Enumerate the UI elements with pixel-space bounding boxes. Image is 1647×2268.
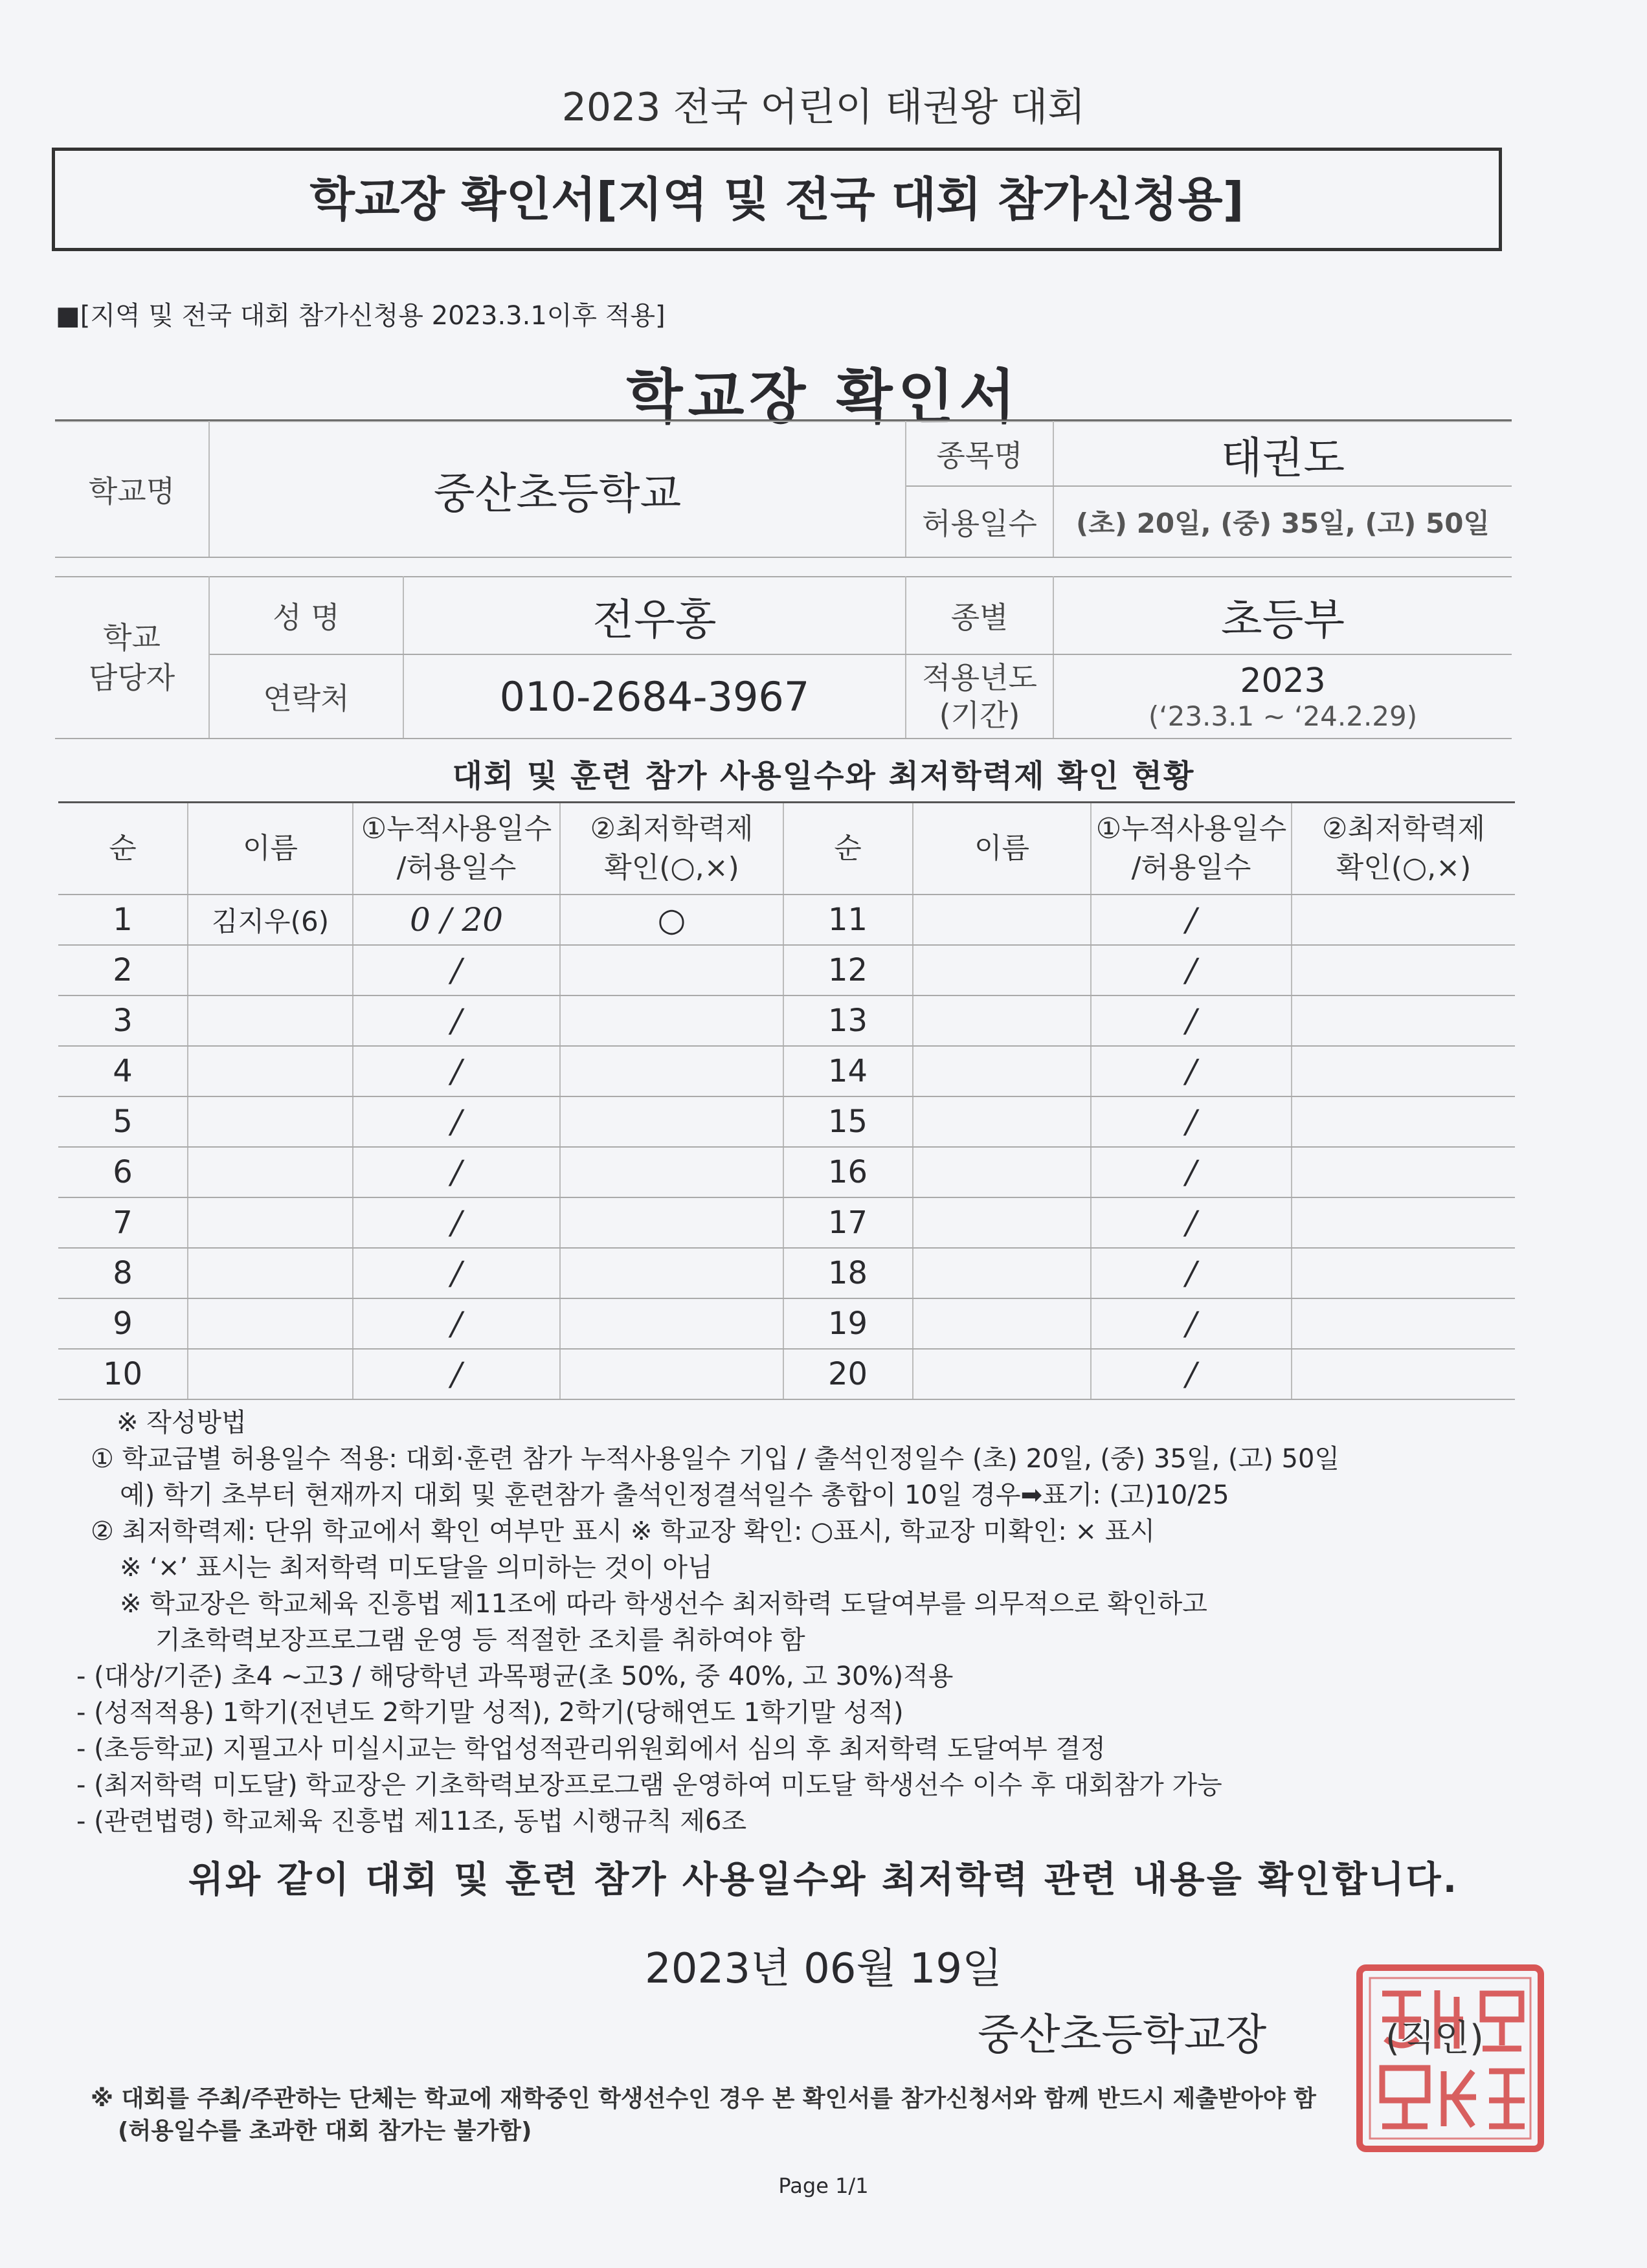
min-grade-check xyxy=(1292,1197,1515,1248)
row-number: 18 xyxy=(783,1248,913,1298)
table-row xyxy=(783,1096,1515,1147)
cumulative-days: / xyxy=(353,1298,560,1349)
min-grade-check xyxy=(1292,1096,1515,1147)
table-row xyxy=(783,995,1515,1046)
row-number: 11 xyxy=(783,895,913,945)
allowed-days-label: 허용일수 xyxy=(906,486,1053,557)
table-row xyxy=(783,1248,1515,1298)
division-label: 종별 xyxy=(906,577,1053,654)
cumulative-days: / xyxy=(1091,1197,1292,1248)
table-row xyxy=(58,995,783,1046)
row-number: 10 xyxy=(58,1349,188,1399)
min-grade-check xyxy=(560,1248,783,1298)
footer-line-1: ※ 대회를 주최/주관하는 단체는 학교에 재학중인 학생선수인 경우 본 확인서를 참가신청서와 함께 반드시 제출받아야 함 xyxy=(91,2085,1316,2112)
student-name xyxy=(913,1046,1091,1096)
student-name xyxy=(188,1298,353,1349)
min-grade-check xyxy=(560,1046,783,1096)
student-name xyxy=(188,1046,353,1096)
period-cell xyxy=(1053,654,1512,739)
col-days-header: ①누적사용일수 /허용일수 xyxy=(353,803,560,895)
table-row xyxy=(783,1147,1515,1197)
row-number: 12 xyxy=(783,945,913,995)
min-grade-check xyxy=(560,1349,783,1399)
name-label: 성 명 xyxy=(209,577,403,654)
banner-title: 학교장 확인서[지역 및 전국 대회 참가신청용] xyxy=(309,172,1244,227)
cumulative-days: / xyxy=(353,1248,560,1298)
signature-date: 2023년 06월 19일 xyxy=(645,1945,1002,1993)
min-grade-check xyxy=(560,945,783,995)
instruction-2: ② 최저학력제: 단위 학교에서 확인 여부만 표시 ※ 학교장 확인: ○표시, 학교장 미확인: × 표시 xyxy=(91,1517,1156,1546)
row-number: 17 xyxy=(783,1197,913,1248)
student-name xyxy=(188,945,353,995)
student-name xyxy=(188,1096,353,1147)
min-grade-check xyxy=(560,1096,783,1147)
table-row xyxy=(783,1197,1515,1248)
table-row xyxy=(783,1298,1515,1349)
row-number: 3 xyxy=(58,995,188,1046)
page-number: Page 1/1 xyxy=(778,2174,869,2198)
student-name xyxy=(913,1197,1091,1248)
student-name xyxy=(913,1298,1091,1349)
student-name: 김지우(6) xyxy=(188,895,353,945)
period-year: 2023 xyxy=(1240,661,1326,700)
row-number: 16 xyxy=(783,1147,913,1197)
school-info-table xyxy=(55,421,1512,739)
cumulative-days: / xyxy=(353,1046,560,1096)
min-grade-check xyxy=(560,1197,783,1248)
cumulative-days: / xyxy=(1091,1147,1292,1197)
instructions-heading: ※ 작성방법 xyxy=(117,1408,247,1438)
min-grade-check xyxy=(1292,1298,1515,1349)
row-number: 1 xyxy=(58,895,188,945)
row-number: 15 xyxy=(783,1096,913,1147)
min-grade-check: ○ xyxy=(560,895,783,945)
table-row xyxy=(58,1197,783,1248)
period-range: (‘23.3.1 ~ ‘24.2.29) xyxy=(1148,700,1418,732)
event-value: 태권도 xyxy=(1053,421,1512,486)
col-grade-header: ②최저학력제 확인(○,×) xyxy=(560,803,783,895)
row-number: 5 xyxy=(58,1096,188,1147)
footer-line-2: (허용일수를 초과한 대회 참가는 불가함) xyxy=(118,2118,532,2144)
instructions xyxy=(76,1405,1541,1840)
col-name-header: 이름 xyxy=(913,803,1091,895)
col-name-header: 이름 xyxy=(188,803,353,895)
rule-law: - (관련법령) 학교체육 진흥법 제11조, 동법 시행규칙 제6조 xyxy=(76,1807,747,1836)
name-value: 전우홍 xyxy=(403,577,906,654)
table-row xyxy=(783,1349,1515,1399)
col-no-header: 순 xyxy=(58,803,188,895)
min-grade-check xyxy=(1292,995,1515,1046)
cumulative-days: / xyxy=(1091,1298,1292,1349)
cumulative-days: / xyxy=(1091,995,1292,1046)
allowed-days-value: (초) 20일, (중) 35일, (고) 50일 xyxy=(1053,486,1512,557)
row-number: 4 xyxy=(58,1046,188,1096)
instruction-1-example: 예) 학기 초부터 현재까지 대회 및 훈련참가 출석인정결석일수 총합이 10일 경우➡표기: (고)10/25 xyxy=(120,1480,1229,1510)
school-name-label: 학교명 xyxy=(55,421,209,557)
student-name xyxy=(913,1349,1091,1399)
cumulative-days: / xyxy=(1091,1046,1292,1096)
row-number: 6 xyxy=(58,1147,188,1197)
student-name xyxy=(913,1096,1091,1147)
student-name xyxy=(913,1248,1091,1298)
principal-name: 중산초등학교장 xyxy=(978,2010,1267,2060)
row-number: 8 xyxy=(58,1248,188,1298)
row-number: 9 xyxy=(58,1298,188,1349)
phone-value: 010-2684-3967 xyxy=(403,654,906,739)
min-grade-check xyxy=(560,1298,783,1349)
cumulative-days: / xyxy=(1091,895,1292,945)
status-table-right xyxy=(783,801,1515,1400)
table-row xyxy=(58,1147,783,1197)
min-grade-check xyxy=(1292,895,1515,945)
table-row xyxy=(58,945,783,995)
seal-label: (직인) xyxy=(1385,2018,1484,2060)
student-name xyxy=(188,1349,353,1399)
cumulative-days: / xyxy=(1091,1096,1292,1147)
min-grade-check xyxy=(1292,945,1515,995)
min-grade-check xyxy=(560,1147,783,1197)
application-notice: ■[지역 및 전국 대회 참가신청용 2023.3.1이후 적용] xyxy=(56,301,666,331)
row-number: 19 xyxy=(783,1298,913,1349)
col-grade-header: ②최저학력제 확인(○,×) xyxy=(1292,803,1515,895)
table-row xyxy=(58,1248,783,1298)
student-name xyxy=(188,1197,353,1248)
table-row xyxy=(58,1298,783,1349)
row-number: 13 xyxy=(783,995,913,1046)
table-row xyxy=(783,945,1515,995)
footer-note xyxy=(91,2083,1316,2148)
cumulative-days: / xyxy=(353,1349,560,1399)
table-row xyxy=(58,1349,783,1399)
cumulative-days: / xyxy=(1091,945,1292,995)
period-label: 적용년도 (기간) xyxy=(906,654,1053,739)
cumulative-days: / xyxy=(353,995,560,1046)
status-table-left xyxy=(58,801,784,1400)
min-grade-check xyxy=(1292,1248,1515,1298)
rule-not-reached: - (최저학력 미도달) 학교장은 기초학력보장프로그램 운영하여 미도달 학생선수 이수 후 대회참가 가능 xyxy=(76,1770,1222,1800)
note-1: ※ ‘×’ 표시는 최저학력 미도달을 의미하는 것이 아님 xyxy=(120,1553,713,1583)
rule-elementary: - (초등학교) 지필고사 미실시교는 학업성적관리위원회에서 심의 후 최저학력 도달여부 결정 xyxy=(76,1734,1106,1764)
table-row xyxy=(58,895,783,945)
min-grade-check xyxy=(1292,1349,1515,1399)
col-days-header: ①누적사용일수 /허용일수 xyxy=(1091,803,1292,895)
row-number: 2 xyxy=(58,945,188,995)
note-2: ※ 학교장은 학교체육 진흥법 제11조에 따라 학생선수 최저학력 도달여부를 의무적으로 확인하고 xyxy=(120,1589,1207,1619)
division-value: 초등부 xyxy=(1053,577,1512,654)
student-name xyxy=(913,1147,1091,1197)
table-row xyxy=(58,1096,783,1147)
student-name xyxy=(913,945,1091,995)
cumulative-days: / xyxy=(353,1197,560,1248)
phone-label: 연락처 xyxy=(209,654,403,739)
event-title: 2023 전국 어린이 태권왕 대회 xyxy=(561,85,1086,130)
event-label: 종목명 xyxy=(906,421,1053,486)
min-grade-check xyxy=(1292,1046,1515,1096)
contact-person-label: 학교 담당자 xyxy=(55,577,209,739)
row-number: 20 xyxy=(783,1349,913,1399)
row-number: 7 xyxy=(58,1197,188,1248)
student-name xyxy=(913,995,1091,1046)
status-title: 대회 및 훈련 참가 사용일수와 최저학력제 확인 현황 xyxy=(452,758,1195,794)
cumulative-days: / xyxy=(1091,1349,1292,1399)
table-row xyxy=(783,895,1515,945)
instruction-1: ① 학교급별 허용일수 적용: 대회·훈련 참가 누적사용일수 기입 / 출석인정일수 (초) 20일, (중) 35일, (고) 50일 xyxy=(91,1444,1340,1474)
table-row xyxy=(783,1046,1515,1096)
rule-target: - (대상/기준) 초4 ~고3 / 해당학년 과목평균(초 50%, 중 40%, 고 30%)적용 xyxy=(76,1662,954,1691)
cumulative-days: / xyxy=(353,1096,560,1147)
row-number: 14 xyxy=(783,1046,913,1096)
note-2-continued: 기초학력보장프로그램 운영 등 적절한 조치를 취하여야 함 xyxy=(155,1625,805,1655)
col-no-header: 순 xyxy=(783,803,913,895)
table-row xyxy=(58,1046,783,1096)
min-grade-check xyxy=(1292,1147,1515,1197)
cumulative-days: / xyxy=(353,945,560,995)
cumulative-days: / xyxy=(1091,1248,1292,1298)
student-name xyxy=(188,1248,353,1298)
student-name xyxy=(913,895,1091,945)
cumulative-days: 0 / 20 xyxy=(353,895,560,945)
cumulative-days: / xyxy=(353,1147,560,1197)
rule-grades: - (성적적용) 1학기(전년도 2학기말 성적), 2학기(당해연도 1학기말 성적) xyxy=(76,1698,904,1728)
school-name-value: 중산초등학교 xyxy=(209,421,906,557)
document-title: 학교장 확인서 xyxy=(626,363,1021,431)
min-grade-check xyxy=(560,995,783,1046)
student-name xyxy=(188,1147,353,1197)
confirmation-statement: 위와 같이 대회 및 훈련 참가 사용일수와 최저학력 관련 내용을 확인합니다. xyxy=(188,1859,1459,1901)
student-name xyxy=(188,995,353,1046)
